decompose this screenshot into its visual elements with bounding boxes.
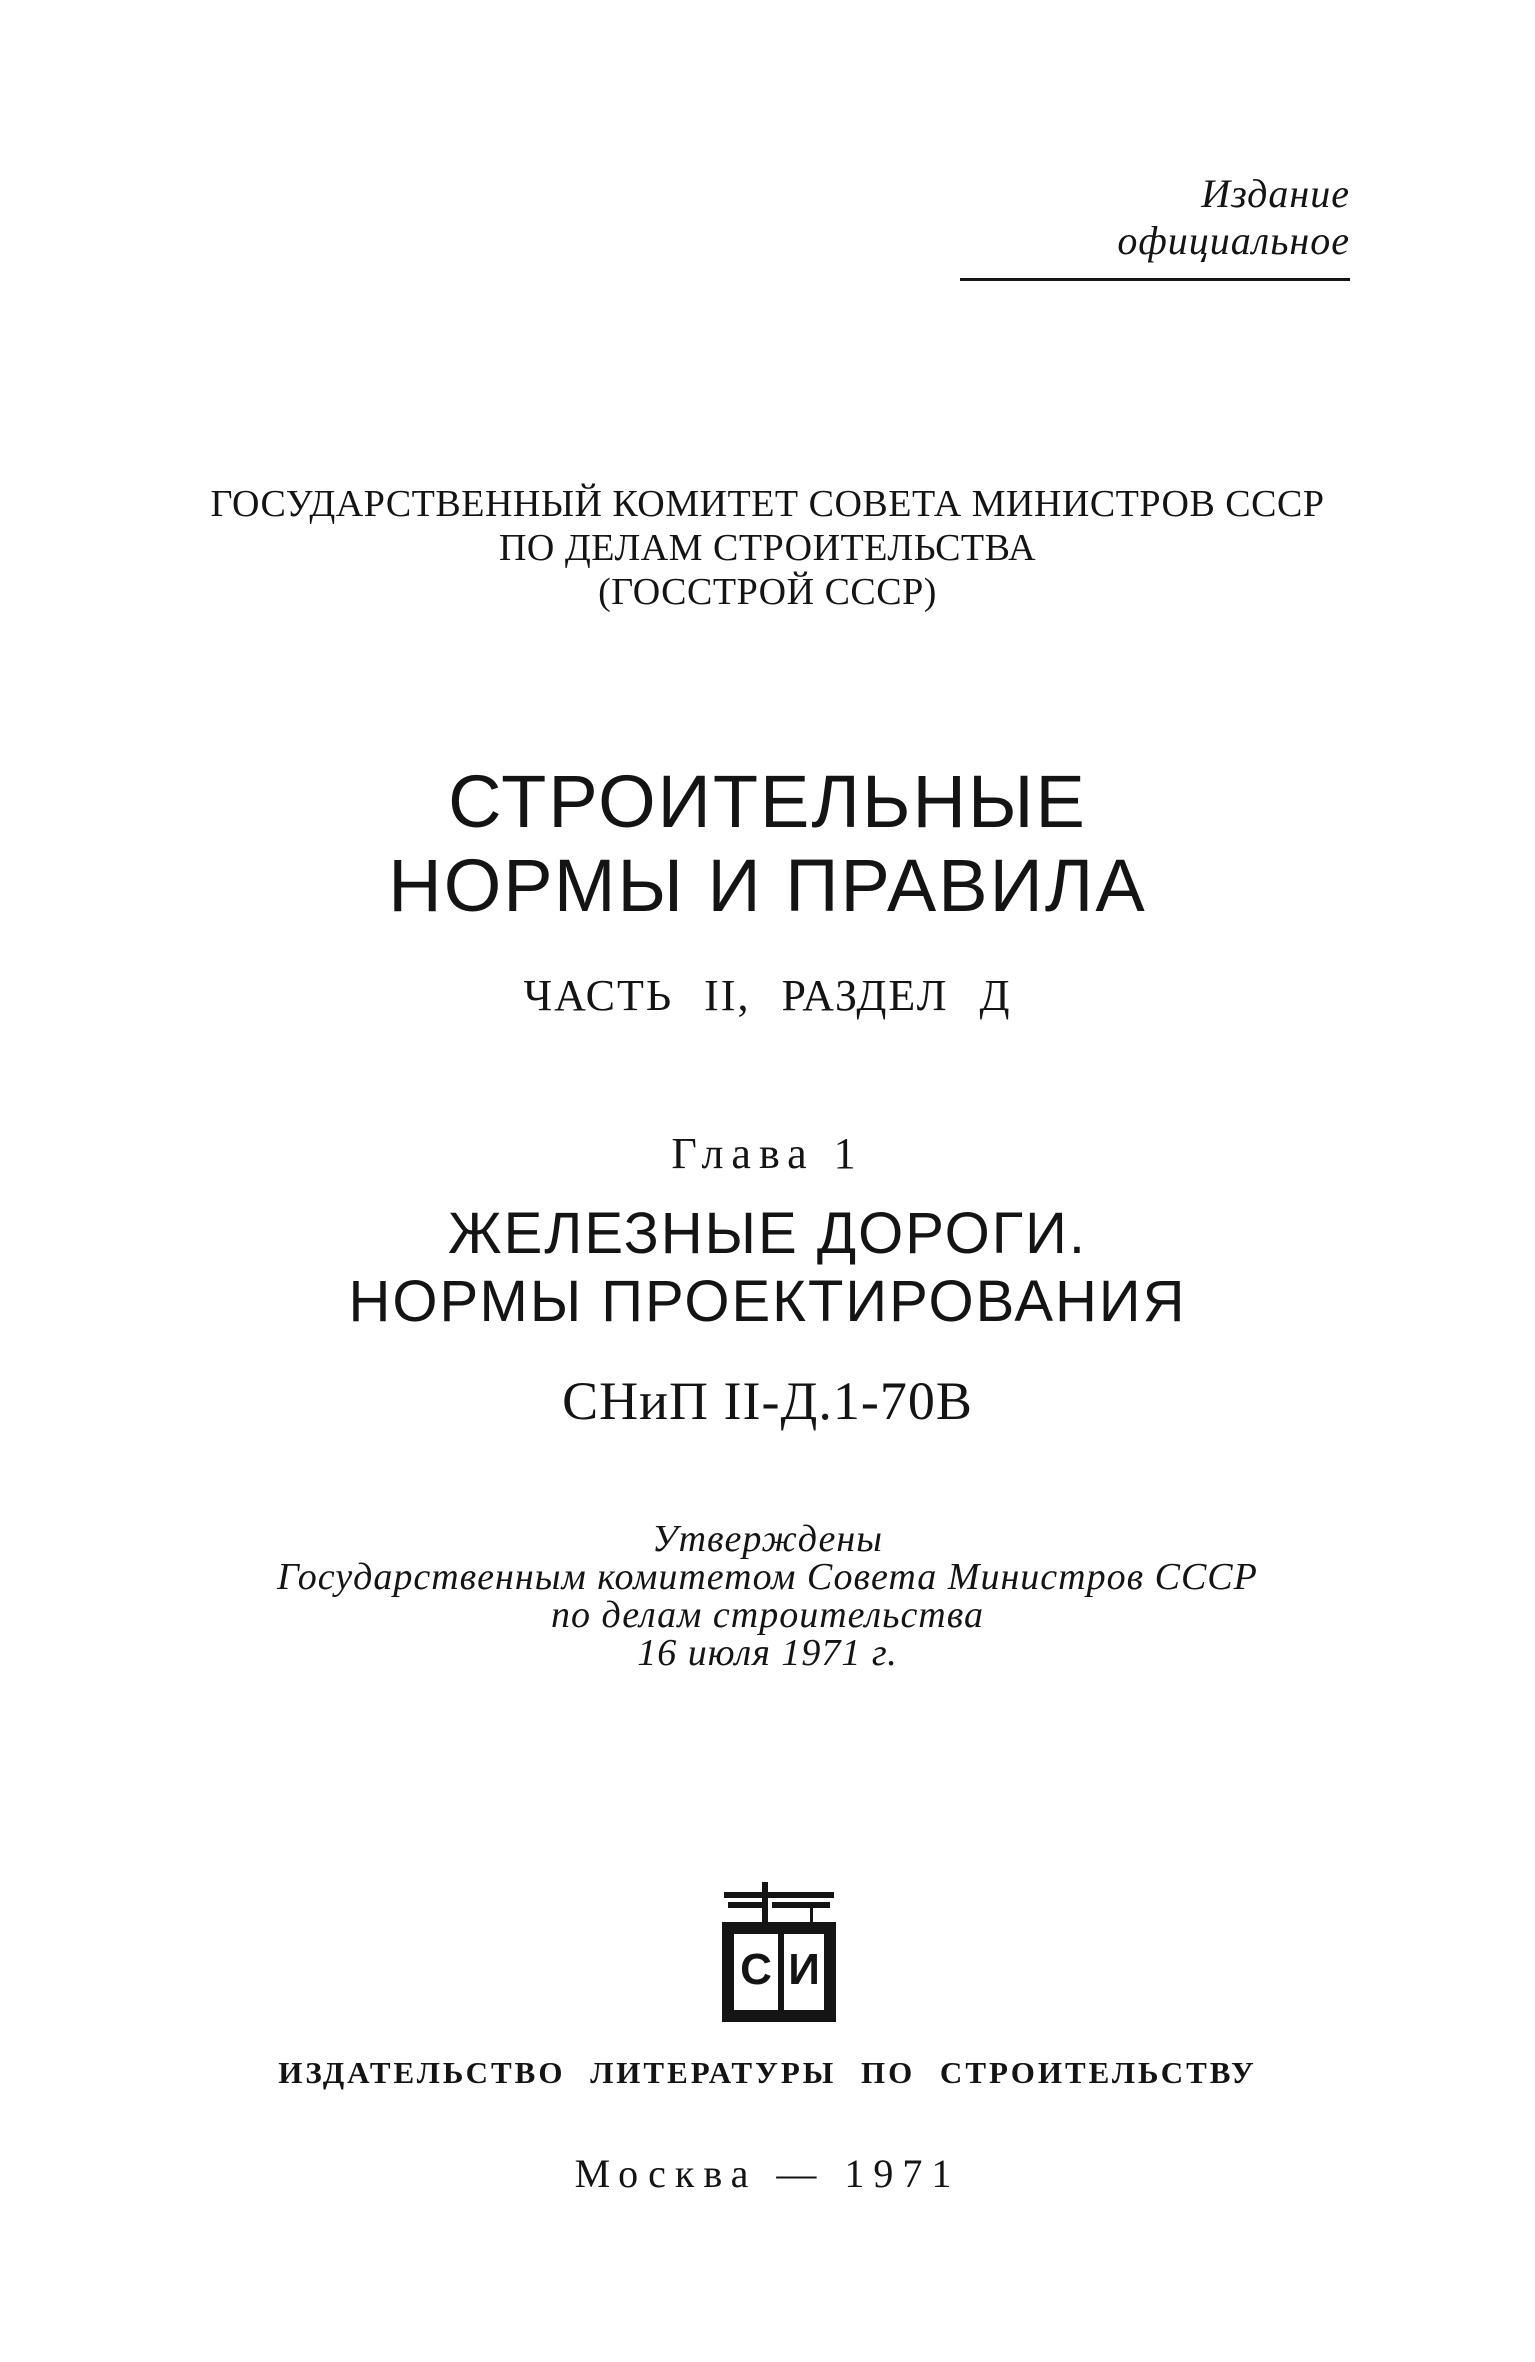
committee-line-2: ПО ДЕЛАМ СТРОИТЕЛЬСТВА xyxy=(498,527,1037,569)
title-line-1: СТРОИТЕЛЬНЫЕ xyxy=(448,760,1087,843)
publisher-name: ИЗДАТЕЛЬСТВО ЛИТЕРАТУРЫ ПО СТРОИТЕЛЬСТВУ xyxy=(278,2055,1257,2090)
document-code: СНиП II-Д.1-70В xyxy=(562,1371,973,1431)
approval-line-1: Утверждены xyxy=(652,1518,883,1560)
chapter-title-line-1: ЖЕЛЕЗНЫЕ ДОРОГИ. xyxy=(448,1201,1087,1266)
committee-line-1: ГОСУДАРСТВЕННЫЙ КОМИТЕТ СОВЕТА МИНИСТРОВ СССР xyxy=(210,483,1325,525)
part-section: ЧАСТЬ II, РАЗДЕЛ Д xyxy=(523,971,1012,1020)
logo-letter-i: И xyxy=(788,1945,820,1994)
edition-note: Издание официальное xyxy=(960,170,1350,281)
approval-line-2: Государственным комитетом Совета Министров СССР xyxy=(277,1556,1258,1598)
approval-line-3: по делам строительства xyxy=(551,1594,984,1636)
chapter-label: Глава 1 xyxy=(671,1129,864,1178)
title-line-2: НОРМЫ И ПРАВИЛА xyxy=(388,844,1147,927)
approval-line-4: 16 июля 1971 г. xyxy=(637,1632,898,1674)
logo-letter-s: С xyxy=(740,1945,772,1994)
committee-line-3: (ГОССТРОЙ СССР) xyxy=(598,571,937,613)
city-year: Москва — 1971 xyxy=(574,2151,961,2196)
chapter-title-line-2: НОРМЫ ПРОЕКТИРОВАНИЯ xyxy=(348,1269,1187,1334)
approval-note xyxy=(0,1520,1535,1672)
document-title xyxy=(0,760,1535,928)
publisher-logo-icon xyxy=(714,1878,844,2028)
chapter-title xyxy=(0,1200,1535,1336)
publisher-logo-graphic xyxy=(714,1878,844,2028)
issuing-committee xyxy=(0,482,1535,614)
